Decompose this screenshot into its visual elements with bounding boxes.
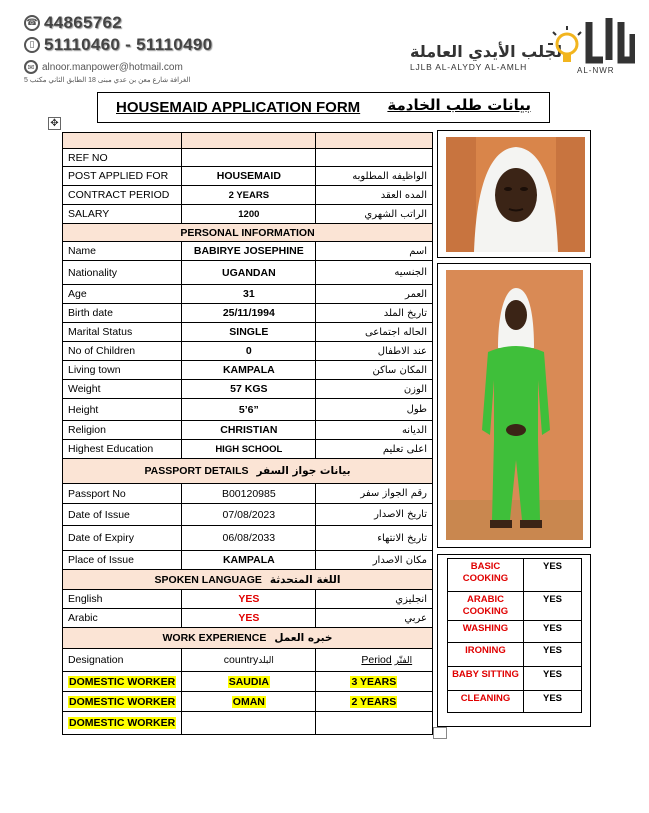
fullbody-image [446,270,583,540]
row-value[interactable]: 25/11/1994 [182,304,316,323]
table-resize-handle[interactable] [433,727,447,739]
col-period: Period الفتّر [316,649,433,672]
skill-row [448,643,582,667]
email-row [24,59,284,75]
row-value[interactable]: 31 [182,285,316,304]
row-value[interactable]: YES [182,609,316,628]
skill-name: ARABIC COOKING [448,592,524,621]
row-label-arabic: المده العقد [316,186,433,205]
row-label: Height [63,399,182,421]
row-label: CONTRACT PERIOD [63,186,182,205]
skill-value[interactable]: YES [524,691,582,713]
table-row [63,551,433,570]
table-row [63,692,433,712]
skill-name: IRONING [448,643,524,667]
section-heading-language [63,570,433,590]
table-row [63,712,433,735]
row-value[interactable] [182,149,316,167]
skill-name: CLEANING [448,691,524,713]
row-label-arabic: تاريخ الاصدار [316,504,433,526]
table-row [63,421,433,440]
row-label-arabic: تاريخ الانتهاء [316,526,433,551]
row-value[interactable]: SINGLE [182,323,316,342]
table-row [63,672,433,692]
table-row [63,167,433,186]
row-label-arabic: المكان ساكن [316,361,433,380]
row-label: Nationality [63,261,182,285]
table-row [63,440,433,459]
row-label-arabic: مكان الاصدار [316,551,433,570]
lightbulb-logo-icon [545,14,635,70]
table-row [63,323,433,342]
logo-english: LJLB AL-ALYDY AL-AMLH [410,62,528,72]
section-heading-experience [63,628,433,649]
row-value[interactable]: HOUSEMAID [182,167,316,186]
row-value[interactable]: BABIRYE JOSEPHINE [182,242,316,261]
section-heading-arabic: خبره العمل [274,632,333,644]
row-label-arabic: العمر [316,285,433,304]
experience-period[interactable] [316,712,433,735]
mobile-row [24,34,284,56]
email-text: alnoor.manpower@hotmail.com [42,61,183,73]
row-value[interactable]: YES [182,590,316,609]
experience-designation[interactable]: DOMESTIC WORKER [69,717,176,729]
skill-value[interactable]: YES [524,621,582,643]
row-label: Living town [63,361,182,380]
row-label: Place of Issue [63,551,182,570]
form-title-english: HOUSEMAID APPLICATION FORM [116,99,361,116]
row-label: Arabic [63,609,182,628]
table-row [63,149,433,167]
row-label: Date of Expiry [63,526,182,551]
table-row [63,205,433,224]
row-value[interactable]: CHRISTIAN [182,421,316,440]
section-heading-personal [63,224,433,242]
row-label-arabic: طول [316,399,433,421]
col-country: countryالبلد [182,649,316,672]
row-label: Age [63,285,182,304]
logo-arabic: لجلب الأيدي العاملة [410,42,563,61]
phone-row [24,12,284,34]
table-row [63,484,433,504]
row-label-arabic: الوزن [316,380,433,399]
table-row [63,399,433,421]
table-row [63,590,433,609]
row-label-arabic: عند الاطفال [316,342,433,361]
table-move-handle-icon[interactable]: ✥ [48,117,61,130]
experience-country[interactable] [182,712,316,735]
row-label-arabic: اعلى تعليم [316,440,433,459]
table-row [63,380,433,399]
row-value[interactable]: KAMPALA [182,551,316,570]
row-label-arabic: انجليزي [316,590,433,609]
experience-designation[interactable]: DOMESTIC WORKER [69,675,176,688]
row-label-arabic: الواظيفه المطلوبه [316,167,433,186]
experience-period[interactable]: 2 YEARS [351,695,397,708]
section-heading-arabic: بيانات جواز السفر [256,465,351,477]
row-value[interactable]: KAMPALA [182,361,316,380]
logo-mark-text: AL-NWR [577,66,615,75]
section-heading: SPOKEN LANGUAGE [154,573,262,586]
company-logo [405,14,640,80]
contact-block [24,12,284,84]
table-row [63,526,433,551]
row-label-arabic: الجنسيه [316,261,433,285]
row-label-arabic: عربي [316,609,433,628]
row-value[interactable]: 06/08/2033 [182,526,316,551]
table-row [63,186,433,205]
table-row [63,504,433,526]
row-value[interactable]: UGANDAN [182,261,316,285]
row-value[interactable]: B00120985 [182,484,316,504]
experience-country[interactable]: OMAN [232,695,265,708]
table-row [63,261,433,285]
skill-value[interactable]: YES [524,559,582,592]
row-label: POST APPLIED FOR [63,167,182,186]
fullbody-photo [446,270,583,540]
phone-icon: ☎ [24,15,40,31]
table-row [63,285,433,304]
row-label: Highest Education [63,440,182,459]
skills-table [447,558,582,713]
experience-period[interactable]: 3 YEARS [351,675,397,688]
row-label: Religion [63,421,182,440]
row-label-arabic: تاريخ الملد [316,304,433,323]
email-icon: ✉ [24,60,38,74]
row-label: Passport No [63,484,182,504]
experience-designation[interactable]: DOMESTIC WORKER [69,695,176,708]
row-label-arabic: الديانه [316,421,433,440]
phones-mobile: 51110460 - 51110490 [44,35,213,54]
row-label-arabic [316,149,433,167]
row-label: No of Children [63,342,182,361]
skill-row [448,592,582,621]
skill-name: BASIC COOKING [448,559,524,592]
skill-value[interactable]: YES [524,667,582,691]
row-label: Date of Issue [63,504,182,526]
row-value[interactable]: 0 [182,342,316,361]
col-designation: Designation [63,649,182,672]
table-row [63,342,433,361]
row-label: Birth date [63,304,182,323]
address-text: الغرافة شارع معن بن عدي مبنى 18 الطابق الثاني مكتب 5 [24,77,191,84]
skill-value[interactable]: YES [524,592,582,621]
table-row [63,361,433,380]
row-value[interactable]: HIGH SCHOOL [182,440,316,459]
section-heading-passport [63,459,433,484]
table-row [63,242,433,261]
skill-value[interactable]: YES [524,643,582,667]
row-value[interactable]: 2 YEARS [182,186,316,205]
row-label-arabic: الحاله اجتماعى [316,323,433,342]
skill-name: WASHING [448,621,524,643]
skill-name: BABY SITTING [448,667,524,691]
application-table [62,132,433,735]
row-label-arabic: رقم الجواز سفر [316,484,433,504]
skill-row [448,691,582,713]
row-label-arabic: الراتب الشهري [316,205,433,224]
form-title-box [97,92,550,123]
row-label: Marital Status [63,323,182,342]
skill-row [448,667,582,691]
skill-row [448,621,582,643]
section-heading: PASSPORT DETAILS [144,465,249,477]
row-label: English [63,590,182,609]
row-value[interactable]: 1200 [182,205,316,224]
table-row [63,304,433,323]
portrait-image [446,137,585,252]
table-row [63,609,433,628]
section-heading-arabic: اللغة المتحدثة [269,573,341,586]
experience-header-row [63,649,433,672]
section-heading: WORK EXPERIENCE [162,632,267,644]
portrait-photo [446,137,585,252]
row-value[interactable]: 07/08/2023 [182,504,316,526]
mobile-icon: ▯ [24,37,40,53]
skill-row [448,559,582,592]
row-label: Name [63,242,182,261]
row-label: SALARY [63,205,182,224]
form-title-arabic: بيانات طلب الخادمة [387,96,531,114]
row-label-arabic: اسم [316,242,433,261]
row-value[interactable]: 57 KGS [182,380,316,399]
section-heading: PERSONAL INFORMATION [63,224,433,242]
blank-header-row [63,133,433,149]
row-label: Weight [63,380,182,399]
phone-main: 44865762 [44,13,123,32]
experience-country[interactable]: SAUDIA [228,675,269,688]
row-value[interactable]: 5’6” [182,399,316,421]
row-label: REF NO [63,149,182,167]
